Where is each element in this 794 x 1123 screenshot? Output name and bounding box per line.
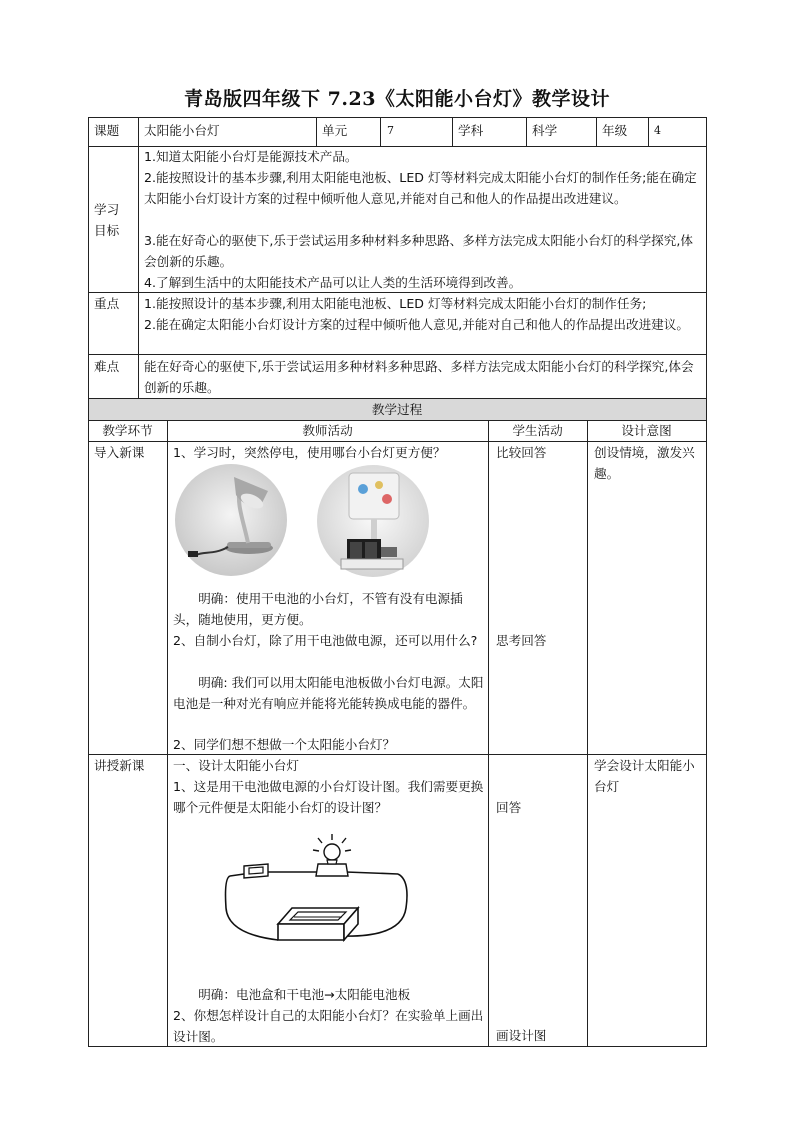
table-border [587, 420, 588, 1047]
key-point-item: 1.能按照设计的基本步骤,利用太阳能电池板、LED 灯等材料完成太阳能小台灯的制作任务; [144, 296, 647, 311]
student-activity: 比较回答 [496, 445, 547, 460]
column-header: 设计意图 [621, 423, 672, 438]
table-border [380, 117, 381, 146]
table-border [526, 117, 527, 146]
goals-label: 学习 [94, 202, 120, 217]
grade-label: 年级 [602, 123, 628, 138]
desk-lamp-image [174, 463, 288, 577]
handmade-lamp-image [317, 463, 429, 579]
process-section-title: 教学过程 [371, 402, 423, 417]
student-activity: 回答 [496, 800, 522, 815]
key-point-item: 2.能在确定太阳能小台灯设计方案的过程中倾听他人意见,并能对自己和他人的作品提出改进建议。 [144, 317, 689, 332]
page-title: 青岛版四年级下 7.23《太阳能小台灯》教学设计 [184, 88, 610, 110]
topic-value: 太阳能小台灯 [144, 123, 220, 138]
subject-label: 学科 [458, 123, 484, 138]
table-border [138, 117, 139, 398]
design-intent: 创设情境，激发兴趣。 [594, 445, 695, 481]
circuit-diagram [218, 828, 418, 970]
key-points-label: 重点 [94, 296, 120, 311]
topic-label: 课题 [94, 123, 120, 138]
column-header: 教师活动 [302, 423, 353, 438]
column-header: 学生活动 [512, 423, 563, 438]
grade-value: 4 [654, 124, 661, 137]
subject-value: 科学 [532, 123, 558, 138]
table-border [316, 117, 317, 146]
table-border [167, 420, 168, 1047]
stage-label: 导入新课 [94, 445, 145, 460]
unit-value: 7 [387, 124, 394, 137]
teacher-answer: 明确：使用干电池的小台灯，不管有没有电源插头，随地使用，更方便。 [173, 591, 463, 627]
student-activity: 画设计图 [496, 1028, 547, 1043]
goals-label: 目标 [94, 223, 120, 238]
table-border [88, 117, 707, 118]
design-intent: 学会设计太阳能小台灯 [594, 758, 695, 794]
table-border [488, 420, 489, 1047]
teacher-answer: 明确：电池盒和干电池→太阳能电池板 [198, 987, 411, 1002]
unit-label: 单元 [322, 123, 348, 138]
teacher-question: 2、同学们想不想做一个太阳能小台灯？ [173, 737, 396, 752]
student-activity: 思考回答 [496, 633, 547, 648]
table-border [596, 117, 597, 146]
table-border [88, 354, 707, 355]
goal-item: 1.知道太阳能小台灯是能源技术产品。 [144, 149, 358, 164]
goal-item: 4.了解到生活中的太阳能技术产品可以让人类的生活环境得到改善。 [144, 275, 522, 290]
table-border [706, 117, 707, 1047]
table-border [648, 117, 649, 146]
teacher-question: 1、这是用干电池做电源的小台灯设计图。我们需要更换哪个元件便是太阳能小台灯的设计图？ [173, 779, 484, 815]
goal-item: 2.能按照设计的基本步骤,利用太阳能电池板、LED 灯等材料完成太阳能小台灯的制作任务;能在确定太阳能小台灯设计方案的过程中倾听他人意见,并能对自己和他人的作品提出改进建议。 [144, 170, 697, 206]
stage-label: 讲授新课 [94, 758, 145, 773]
section-heading: 一、设计太阳能小台灯 [173, 758, 299, 773]
teacher-question: 1、学习时，突然停电，使用哪台小台灯更方便？ [173, 445, 446, 460]
teacher-answer: 明确: 我们可以用太阳能电池板做小台灯电源。太阳电池是一种对光有响应并能将光能转换成电能的器件。 [173, 675, 484, 711]
table-border [452, 117, 453, 146]
difficulty-label: 难点 [94, 359, 120, 374]
teacher-question: 2、你想怎样设计自己的太阳能小台灯？在实验单上画出设计图。 [173, 1008, 484, 1044]
teacher-question: 2、自制小台灯，除了用干电池做电源，还可以用什么? [173, 633, 478, 648]
difficulty-text: 能在好奇心的驱使下,乐于尝试运用多种材料多种思路、多样方法完成太阳能小台灯的科学探究,体会创新的乐趣。 [144, 359, 694, 395]
table-border [88, 117, 89, 1047]
goal-item: 3.能在好奇心的驱使下,乐于尝试运用多种材料多种思路、多样方法完成太阳能小台灯的科学探究,体会创新的乐趣。 [144, 233, 693, 269]
column-header: 教学环节 [102, 423, 153, 438]
